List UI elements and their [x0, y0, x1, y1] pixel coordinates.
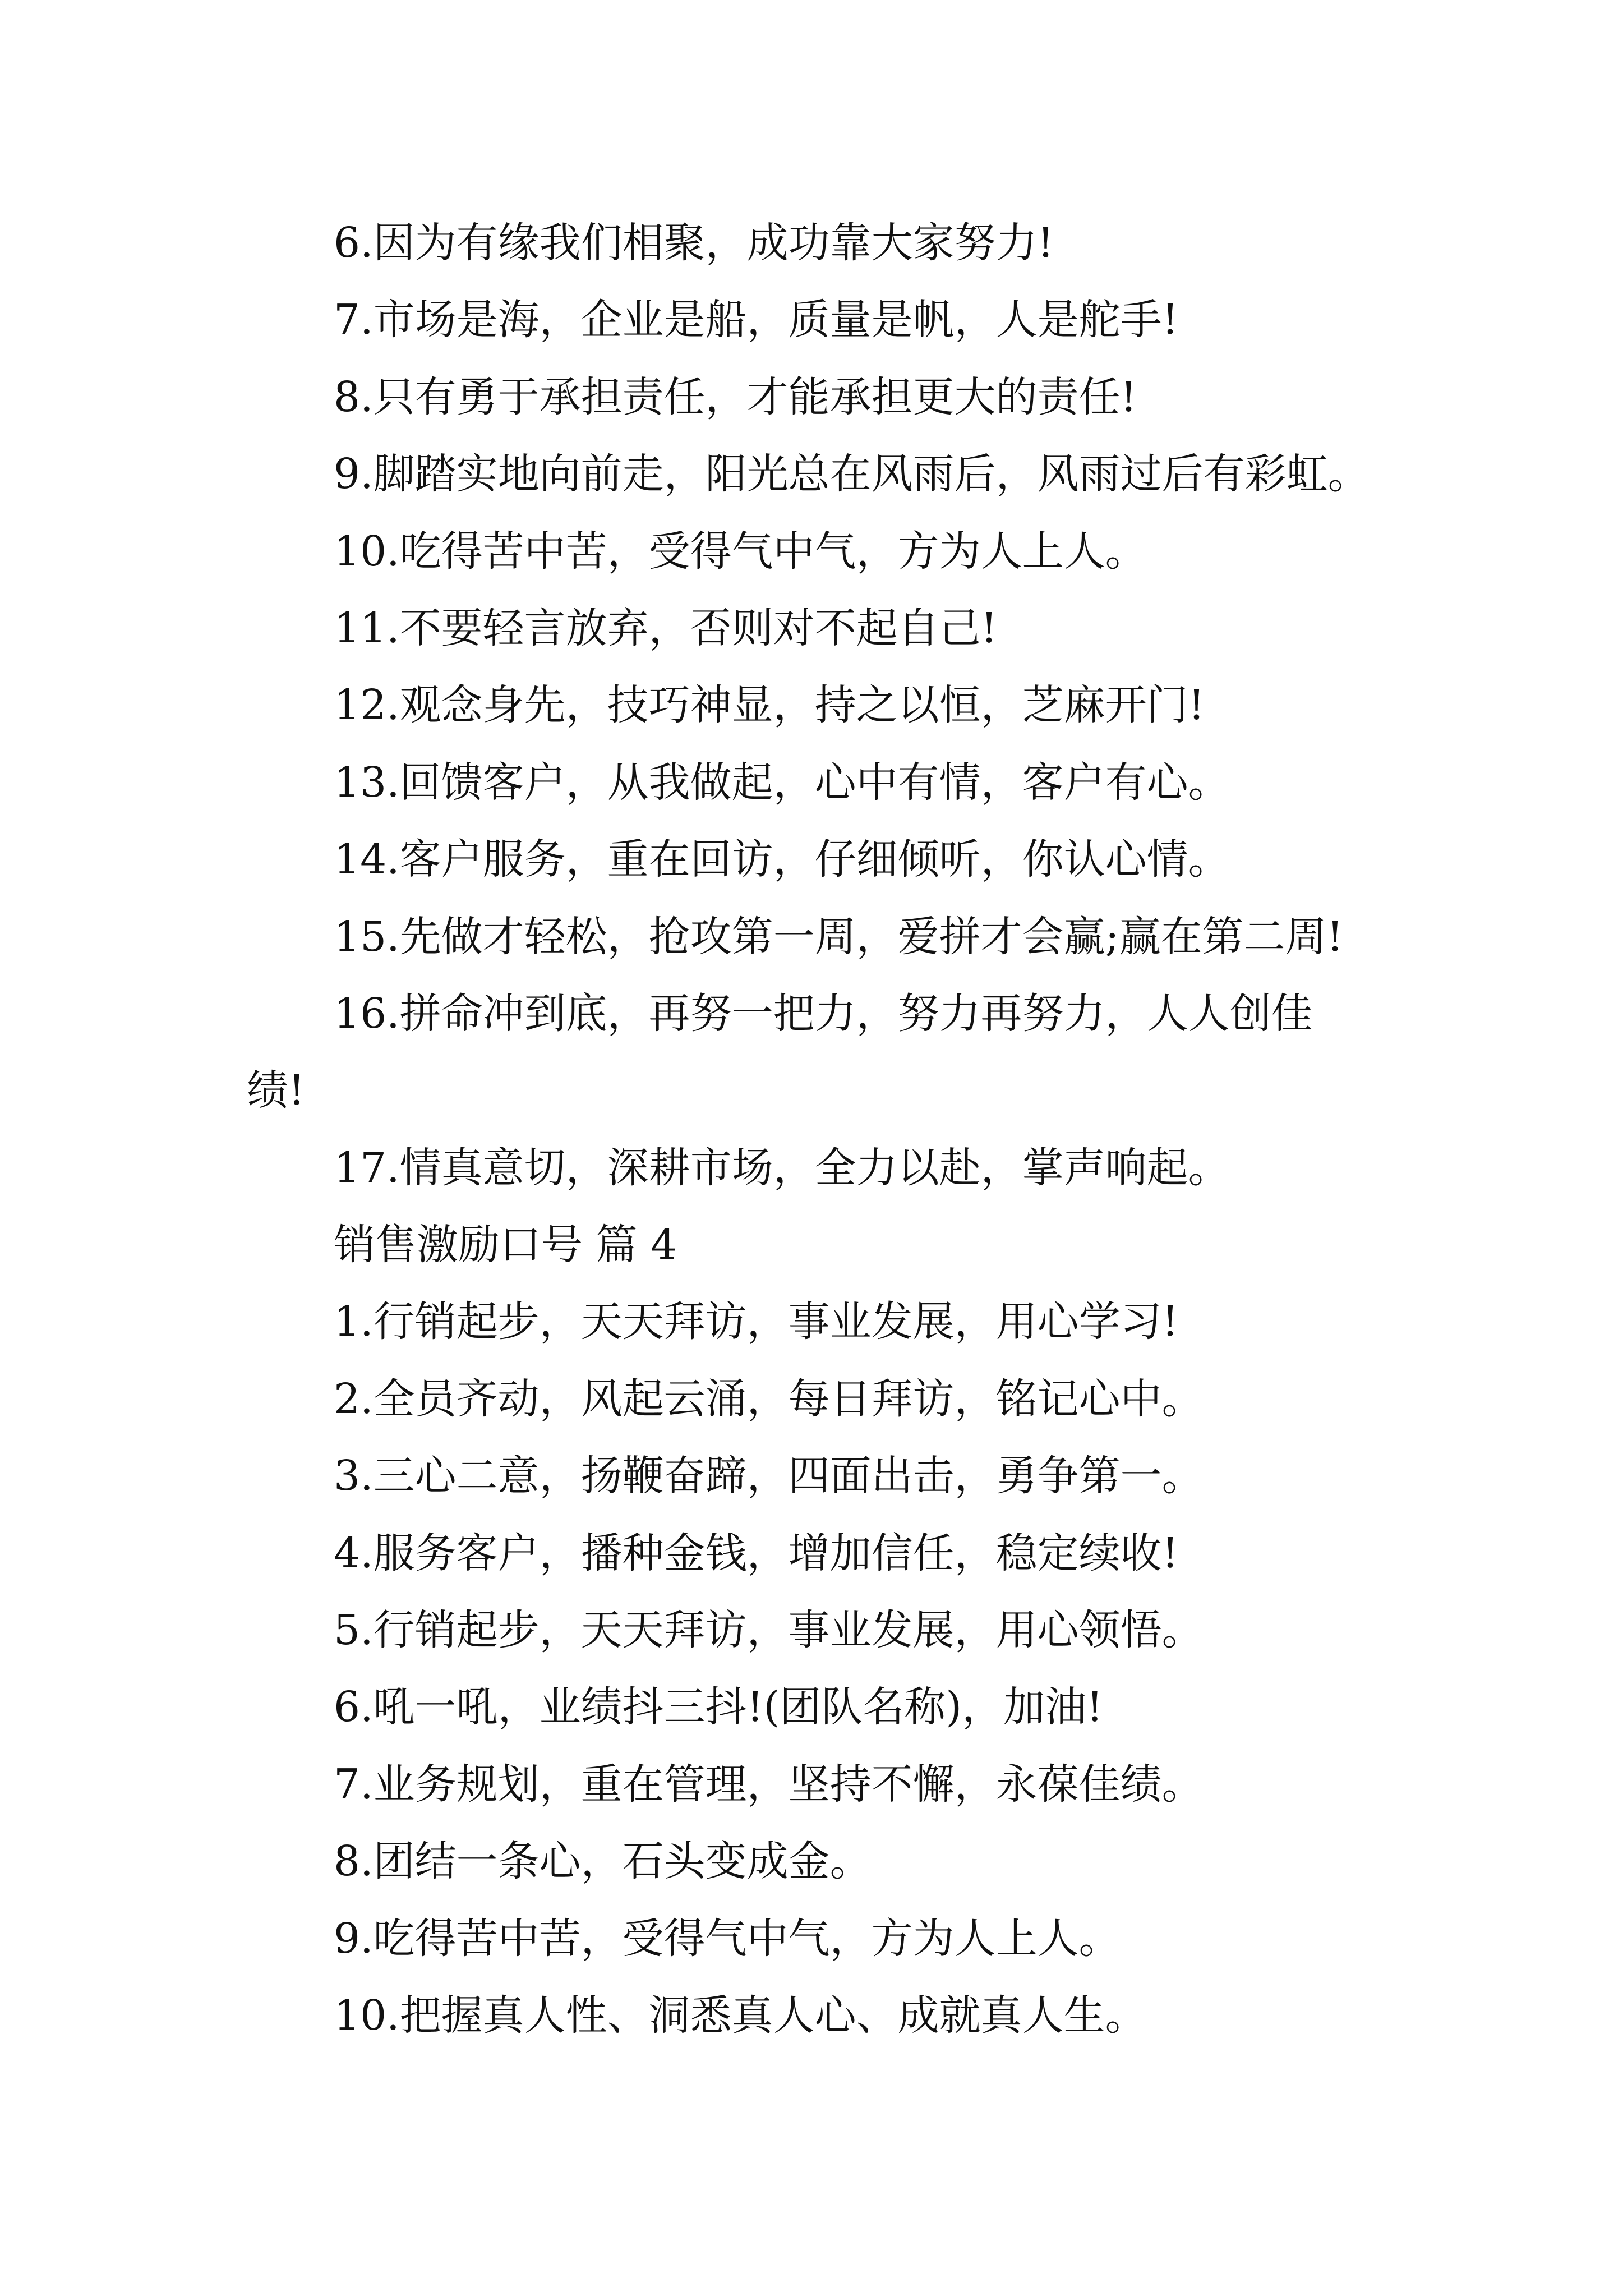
slogan-line: 8.团结一条心，石头变成金。 [334, 1837, 872, 1886]
slogan-line: 7.市场是海，企业是船，质量是帆，人是舵手! [334, 296, 1179, 344]
section-heading: 销售激励口号 篇 4 [334, 1221, 677, 1269]
slogan-line: 17.情真意切，深耕市场，全力以赴，掌声响起。 [334, 1143, 1230, 1192]
slogan-line: 10.把握真人性、洞悉真人心、成就真人生。 [334, 1991, 1147, 2040]
slogan-line: 11.不要轻言放弃，否则对不起自己! [334, 604, 998, 652]
slogan-line: 1.行销起步，天天拜访，事业发展，用心学习! [334, 1297, 1179, 1346]
slogan-line: 6.吼一吼，业绩抖三抖!(团队名称)，加油! [334, 1683, 1103, 1732]
slogan-line: 15.先做才轻松，抢攻第一周，爱拼才会赢;赢在第二周! [334, 912, 1344, 961]
slogan-line: 12.观念身先，技巧神显，持之以恒，芝麻开门! [334, 681, 1205, 730]
slogan-line: 9.吃得苦中苦，受得气中气，方为人上人。 [334, 1914, 1121, 1963]
slogan-line: 10.吃得苦中苦，受得气中气，方为人上人。 [334, 527, 1147, 576]
slogan-line: 2.全员齐动，风起云涌，每日拜访，铭记心中。 [334, 1374, 1204, 1423]
slogan-line: 7.业务规划，重在管理，坚持不懈，永葆佳绩。 [334, 1760, 1204, 1809]
slogan-line: 3.三心二意，扬鞭奋蹄，四面出击，勇争第一。 [334, 1452, 1204, 1501]
slogan-line-continuation: 绩! [247, 1066, 305, 1115]
slogan-line: 6.因为有缘我们相聚，成功靠大家努力! [334, 219, 1054, 267]
slogan-line: 9.脚踏实地向前走，阳光总在风雨后，风雨过后有彩虹。 [334, 450, 1370, 499]
document-body [247, 205, 1391, 2054]
slogan-line: 4.服务客户，播种金钱，增加信任，稳定续收! [334, 1529, 1179, 1577]
slogan-line: 8.只有勇于承担责任，才能承担更大的责任! [334, 372, 1137, 421]
slogan-line: 16.拼命冲到底，再努一把力，努力再努力，人人创佳 [334, 989, 1313, 1038]
slogan-line: 5.行销起步，天天拜访，事业发展，用心领悟。 [334, 1606, 1204, 1655]
slogan-line: 14.客户服务，重在回访，仔细倾听，你认心情。 [334, 835, 1230, 884]
slogan-line: 13.回馈客户，从我做起，心中有情，客户有心。 [334, 758, 1230, 807]
